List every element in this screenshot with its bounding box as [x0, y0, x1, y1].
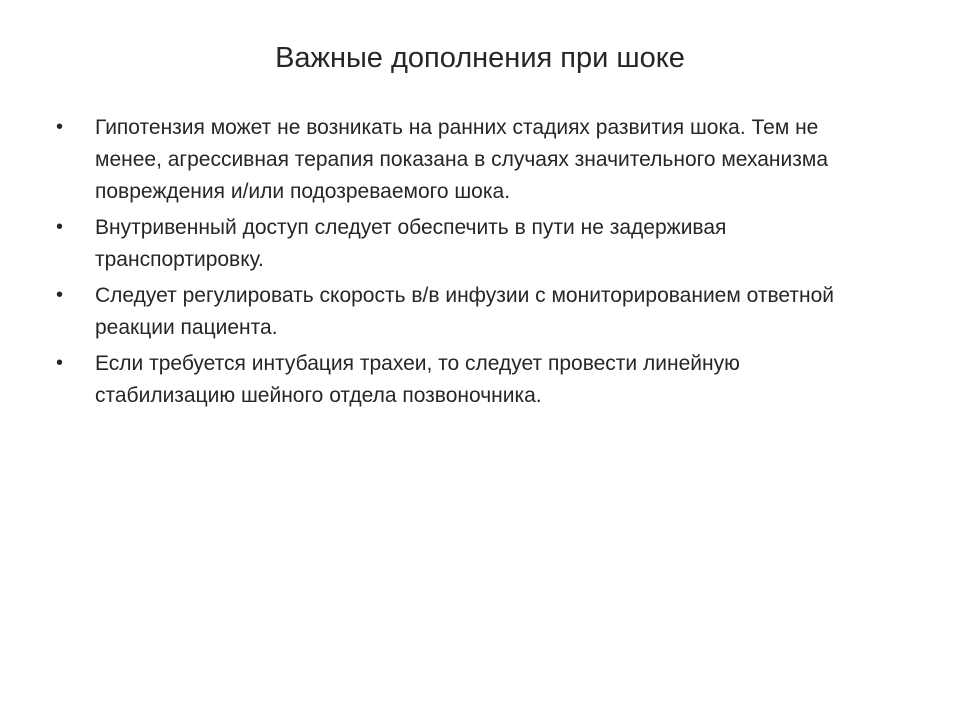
bullet-text: Гипотензия может не возникать на ранних стадиях развития шока. Тем не менее, агрессивная терапия показана в случаях значительного механизма повреждения и/или подозреваемого шока.: [95, 116, 829, 203]
bullet-text: Если требуется интубация трахеи, то следует провести линейную стабилизацию шейного отдела позвоночника.: [95, 352, 740, 407]
bullet-icon: •: [56, 284, 64, 306]
bullet-item: [56, 348, 846, 412]
bullet-text: Следует регулировать скорость в/в инфузии с мониторированием ответной реакции пациента.: [95, 284, 834, 339]
bullet-icon: •: [56, 352, 64, 374]
bullet-item: [56, 280, 846, 344]
bullet-icon: •: [56, 116, 64, 138]
bullet-list: [56, 112, 846, 416]
bullet-item: [56, 212, 846, 276]
bullet-item: [56, 112, 846, 208]
bullet-icon: •: [56, 216, 64, 238]
bullet-text: Внутривенный доступ следует обеспечить в пути не задерживая транспортировку.: [95, 216, 727, 271]
slide-title: Важные дополнения при шоке: [275, 42, 685, 74]
